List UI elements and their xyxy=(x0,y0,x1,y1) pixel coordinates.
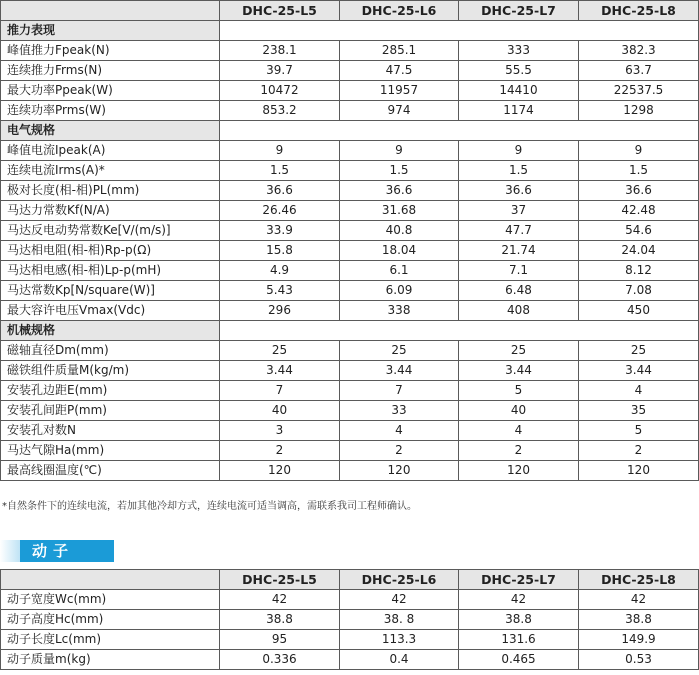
value-cell: 0.4 xyxy=(340,650,459,670)
value-cell: 39.7 xyxy=(220,61,340,81)
row-label: 动子质量m(kg) xyxy=(1,650,220,670)
value-cell: 7.08 xyxy=(579,281,699,301)
value-cell: 40.8 xyxy=(340,221,459,241)
row-label: 马达反电动势常数Ke[V/(m/s)] xyxy=(1,221,220,241)
value-cell: 338 xyxy=(340,301,459,321)
column-header: DHC-25-L8 xyxy=(579,570,699,590)
section-blank-cell xyxy=(220,321,699,341)
value-cell: 36.6 xyxy=(579,181,699,201)
value-cell: 4.9 xyxy=(220,261,340,281)
value-cell: 0.336 xyxy=(220,650,340,670)
value-cell: 5.43 xyxy=(220,281,340,301)
value-cell: 36.6 xyxy=(459,181,579,201)
row-label: 动子高度Hc(mm) xyxy=(1,610,220,630)
value-cell: 0.53 xyxy=(579,650,699,670)
value-cell: 11957 xyxy=(340,81,459,101)
value-cell: 42 xyxy=(220,590,340,610)
row-label: 动子长度Lc(mm) xyxy=(1,630,220,650)
value-cell: 1.5 xyxy=(340,161,459,181)
value-cell: 2 xyxy=(579,441,699,461)
table-row xyxy=(1,381,699,401)
value-cell: 25 xyxy=(579,341,699,361)
value-cell: 15.8 xyxy=(220,241,340,261)
value-cell: 238.1 xyxy=(220,41,340,61)
value-cell: 5 xyxy=(579,421,699,441)
value-cell: 38.8 xyxy=(459,610,579,630)
value-cell: 120 xyxy=(340,461,459,481)
value-cell: 7.1 xyxy=(459,261,579,281)
value-cell: 120 xyxy=(579,461,699,481)
value-cell: 18.04 xyxy=(340,241,459,261)
row-label: 马达常数Kp[N/square(W)] xyxy=(1,281,220,301)
column-header: DHC-25-L6 xyxy=(340,570,459,590)
value-cell: 42 xyxy=(459,590,579,610)
value-cell: 31.68 xyxy=(340,201,459,221)
value-cell: 333 xyxy=(459,41,579,61)
value-cell: 22537.5 xyxy=(579,81,699,101)
column-header: DHC-25-L7 xyxy=(459,1,579,21)
value-cell: 6.09 xyxy=(340,281,459,301)
value-cell: 42.48 xyxy=(579,201,699,221)
section-title: 推力表现 xyxy=(1,21,220,41)
value-cell: 38. 8 xyxy=(340,610,459,630)
value-cell: 9 xyxy=(340,141,459,161)
value-cell: 6.1 xyxy=(340,261,459,281)
value-cell: 8.12 xyxy=(579,261,699,281)
value-cell: 47.5 xyxy=(340,61,459,81)
value-cell: 974 xyxy=(340,101,459,121)
value-cell: 853.2 xyxy=(220,101,340,121)
value-cell: 33.9 xyxy=(220,221,340,241)
header-corner-cell xyxy=(1,1,220,21)
value-cell: 3.44 xyxy=(579,361,699,381)
value-cell: 296 xyxy=(220,301,340,321)
table-row xyxy=(1,610,699,630)
section-title: 机械规格 xyxy=(1,321,220,341)
value-cell: 7 xyxy=(340,381,459,401)
specs-header-row xyxy=(1,1,699,21)
value-cell: 9 xyxy=(579,141,699,161)
header-corner-cell xyxy=(1,570,220,590)
section-title: 电气规格 xyxy=(1,121,220,141)
value-cell: 47.7 xyxy=(459,221,579,241)
value-cell: 35 xyxy=(579,401,699,421)
table-row xyxy=(1,341,699,361)
value-cell: 285.1 xyxy=(340,41,459,61)
value-cell: 1.5 xyxy=(220,161,340,181)
column-header: DHC-25-L6 xyxy=(340,1,459,21)
table-row xyxy=(1,461,699,481)
value-cell: 25 xyxy=(459,341,579,361)
table-row xyxy=(1,650,699,670)
section-title-accent xyxy=(0,540,20,562)
value-cell: 42 xyxy=(340,590,459,610)
column-header: DHC-25-L5 xyxy=(220,570,340,590)
section-header-row xyxy=(1,21,699,41)
value-cell: 5 xyxy=(459,381,579,401)
row-label: 峰值电流Ipeak(A) xyxy=(1,141,220,161)
value-cell: 26.46 xyxy=(220,201,340,221)
value-cell: 10472 xyxy=(220,81,340,101)
column-header: DHC-25-L5 xyxy=(220,1,340,21)
value-cell: 95 xyxy=(220,630,340,650)
value-cell: 2 xyxy=(340,441,459,461)
table-row xyxy=(1,101,699,121)
value-cell: 1174 xyxy=(459,101,579,121)
value-cell: 4 xyxy=(340,421,459,441)
rotor-table xyxy=(0,569,699,670)
table-row xyxy=(1,61,699,81)
row-label: 极对长度(相-相)PL(mm) xyxy=(1,181,220,201)
value-cell: 3 xyxy=(220,421,340,441)
value-cell: 120 xyxy=(459,461,579,481)
table-row xyxy=(1,81,699,101)
value-cell: 149.9 xyxy=(579,630,699,650)
row-label: 连续电流Irms(A)* xyxy=(1,161,220,181)
value-cell: 4 xyxy=(579,381,699,401)
value-cell: 9 xyxy=(459,141,579,161)
value-cell: 21.74 xyxy=(459,241,579,261)
value-cell: 25 xyxy=(340,341,459,361)
table-row xyxy=(1,261,699,281)
table-row xyxy=(1,401,699,421)
row-label: 安装孔对数N xyxy=(1,421,220,441)
value-cell: 0.465 xyxy=(459,650,579,670)
row-label: 马达力常数Kf(N/A) xyxy=(1,201,220,221)
value-cell: 6.48 xyxy=(459,281,579,301)
value-cell: 7 xyxy=(220,381,340,401)
table-row xyxy=(1,221,699,241)
column-header: DHC-25-L8 xyxy=(579,1,699,21)
row-label: 连续推力Frms(N) xyxy=(1,61,220,81)
value-cell: 24.04 xyxy=(579,241,699,261)
value-cell: 25 xyxy=(220,341,340,361)
value-cell: 1298 xyxy=(579,101,699,121)
table-row xyxy=(1,141,699,161)
value-cell: 4 xyxy=(459,421,579,441)
value-cell: 3.44 xyxy=(340,361,459,381)
row-label: 马达相电阻(相-相)Rp-p(Ω) xyxy=(1,241,220,261)
row-label: 最大容许电压Vmax(Vdc) xyxy=(1,301,220,321)
rotor-header-row xyxy=(1,570,699,590)
table-row xyxy=(1,201,699,221)
value-cell: 382.3 xyxy=(579,41,699,61)
value-cell: 14410 xyxy=(459,81,579,101)
table-row xyxy=(1,161,699,181)
row-label: 最高线圈温度(℃) xyxy=(1,461,220,481)
row-label: 马达相电感(相-相)Lp-p(mH) xyxy=(1,261,220,281)
value-cell: 33 xyxy=(340,401,459,421)
table-row xyxy=(1,441,699,461)
value-cell: 1.5 xyxy=(459,161,579,181)
value-cell: 54.6 xyxy=(579,221,699,241)
table-row xyxy=(1,630,699,650)
value-cell: 3.44 xyxy=(220,361,340,381)
rotor-section-title: 动子 xyxy=(20,540,114,562)
value-cell: 408 xyxy=(459,301,579,321)
table-row xyxy=(1,241,699,261)
value-cell: 63.7 xyxy=(579,61,699,81)
footnote: *自然条件下的连续电流，若加其他冷却方式，连续电流可适当调高，需联系我司工程师确认。 xyxy=(2,501,417,512)
value-cell: 2 xyxy=(220,441,340,461)
value-cell: 9 xyxy=(220,141,340,161)
section-header-row xyxy=(1,321,699,341)
table-row xyxy=(1,301,699,321)
table-row xyxy=(1,590,699,610)
table-row xyxy=(1,421,699,441)
column-header: DHC-25-L7 xyxy=(459,570,579,590)
value-cell: 42 xyxy=(579,590,699,610)
value-cell: 40 xyxy=(220,401,340,421)
row-label: 磁铁组件质量M(kg/m) xyxy=(1,361,220,381)
table-row xyxy=(1,281,699,301)
table-row xyxy=(1,181,699,201)
table-row xyxy=(1,41,699,61)
value-cell: 1.5 xyxy=(579,161,699,181)
value-cell: 2 xyxy=(459,441,579,461)
value-cell: 38.8 xyxy=(579,610,699,630)
row-label: 最大功率Ppeak(W) xyxy=(1,81,220,101)
row-label: 连续功率Prms(W) xyxy=(1,101,220,121)
value-cell: 113.3 xyxy=(340,630,459,650)
row-label: 安装孔间距P(mm) xyxy=(1,401,220,421)
value-cell: 120 xyxy=(220,461,340,481)
value-cell: 36.6 xyxy=(340,181,459,201)
section-blank-cell xyxy=(220,121,699,141)
table-row xyxy=(1,361,699,381)
value-cell: 450 xyxy=(579,301,699,321)
row-label: 动子宽度Wc(mm) xyxy=(1,590,220,610)
section-header-row xyxy=(1,121,699,141)
row-label: 峰值推力Fpeak(N) xyxy=(1,41,220,61)
value-cell: 38.8 xyxy=(220,610,340,630)
row-label: 马达气隙Ha(mm) xyxy=(1,441,220,461)
value-cell: 3.44 xyxy=(459,361,579,381)
value-cell: 36.6 xyxy=(220,181,340,201)
row-label: 磁轴直径Dm(mm) xyxy=(1,341,220,361)
row-label: 安装孔边距E(mm) xyxy=(1,381,220,401)
value-cell: 55.5 xyxy=(459,61,579,81)
value-cell: 37 xyxy=(459,201,579,221)
section-blank-cell xyxy=(220,21,699,41)
value-cell: 131.6 xyxy=(459,630,579,650)
value-cell: 40 xyxy=(459,401,579,421)
